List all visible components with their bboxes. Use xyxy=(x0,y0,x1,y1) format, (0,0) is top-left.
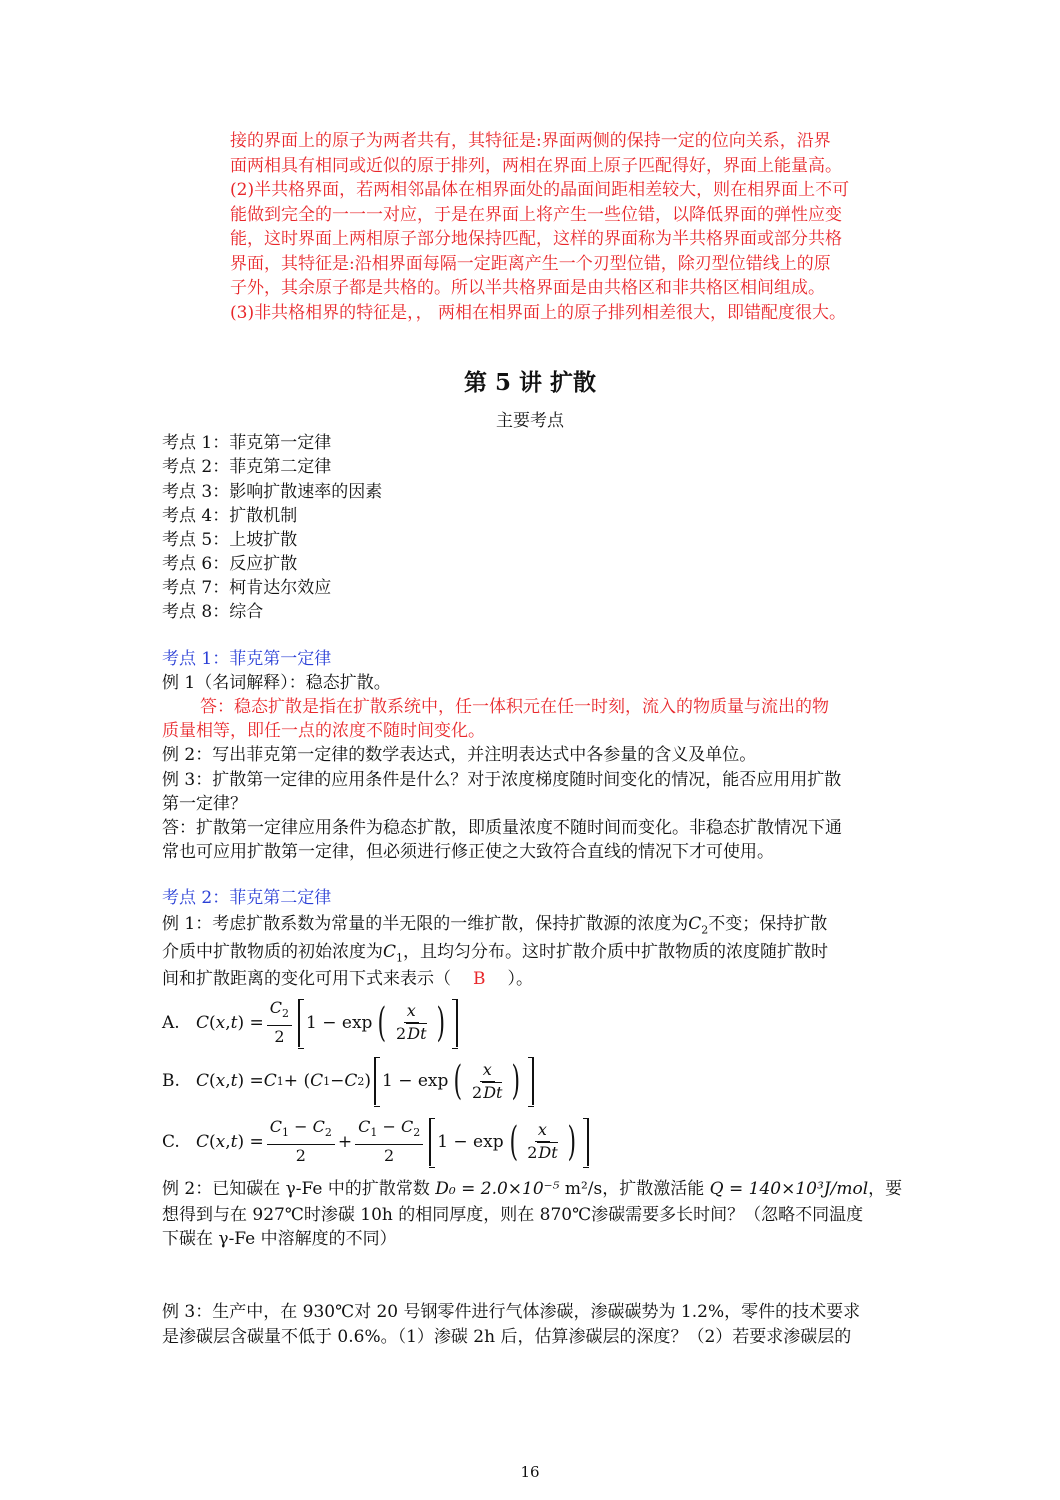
option-c-formula: C. C ( x , t ) = $\frac{C_1 - C_2}{2}$ + $\frac{C_1 - C_2}{2}$ 1 − exp ( $\frac{x}{2Dt}$ ) xyxy=(162,1117,592,1166)
lecture-title: 第 5 讲 扩散 xyxy=(463,369,597,396)
s2-example1-line3: 间和扩散距离的变化可用下式来表示（ B ）。 xyxy=(162,969,533,989)
kaodian-item: 考点 5：上坡扩散 xyxy=(162,530,298,550)
answer-choice: B xyxy=(473,969,486,989)
intro-line: (2)半共格界面，若两相邻晶体在相界面处的晶面间距相差较大，则在相界面上不可 xyxy=(230,180,850,200)
kaodian-item: 考点 8：综合 xyxy=(162,602,264,622)
page-number: 16 xyxy=(520,1463,540,1481)
kaodian-item: 考点 1：菲克第一定律 xyxy=(162,433,332,453)
s2-example2-line2: 想得到与在 927℃时渗碳 10h 的相同厚度，则在 870℃渗碳需要多长时间？（忽略不同温度 xyxy=(162,1205,864,1225)
kaodian-item: 考点 3：影响扩散速率的因素 xyxy=(162,482,383,502)
kaodian-item: 考点 2：菲克第二定律 xyxy=(162,457,332,477)
section1-heading: 考点 1：菲克第一定律 xyxy=(162,649,332,669)
option-a-formula: A. C ( x , t ) = $\frac{C_2}{2}$ 1 − exp ( $\frac{x}{2Dt}$ ) xyxy=(162,998,461,1047)
option-b-formula: B. C ( x , t ) = C 1 + ( C 1 − C 2 ) 1 − exp ( $\frac{x}{2Dt}$ ) xyxy=(162,1057,537,1105)
kaodian-item: 考点 4：扩散机制 xyxy=(162,506,298,526)
s2-example1-line2: 介质中扩散物质的初始浓度为$C_1$，且均匀分布。这时扩散介质中扩散物质的浓度随扩散时 xyxy=(162,942,829,965)
kaodian-item: 考点 7：柯肯达尔效应 xyxy=(162,578,332,598)
s2-example2-line1: 例 2：已知碳在 γ-Fe 中的扩散常数 D₀ = 2.0×10⁻⁵ m²/s，扩散激活能 Q = 140×10³J/mol，要 xyxy=(162,1179,903,1199)
s1-example3: 例 3：扩散第一定律的应用条件是什么？对于浓度梯度随时间变化的情况，能否应用用扩散 xyxy=(162,770,842,790)
intro-line: (3)非共格相界的特征是，， 两相在相界面上的原子排列相差很大，即错配度很大。 xyxy=(230,303,846,323)
s2-example2-line3: 下碳在 γ-Fe 中溶解度的不同） xyxy=(162,1229,397,1249)
intro-line: 界面，其特征是:沿相界面每隔一定距离产生一个刃型位错，除刃型位错线上的原 xyxy=(230,254,831,274)
intro-line: 面两相具有相同或近似的原于排列，两相在界面上原子匹配得好，界面上能量高。 xyxy=(230,156,842,176)
s1-example2: 例 2：写出菲克第一定律的数学表达式，并注明表达式中各参量的含义及单位。 xyxy=(162,745,757,765)
intro-line: 子外，其余原子都是共格的。所以半共格界面是由共格区和非共格区相间组成。 xyxy=(230,278,825,298)
s1-answer3-cont: 常也可应用扩散第一定律，但必须进行修正使之大致符合直线的情况下才可使用。 xyxy=(162,842,774,862)
intro-line: 能做到完全的一一一对应，于是在界面上将产生一些位错，以降低界面的弹性应变 xyxy=(230,205,842,225)
s2-example1-line1: 例 1：考虑扩散系数为常量的半无限的一维扩散，保持扩散源的浓度为$C_2$不变；保持扩散 xyxy=(162,914,828,937)
s1-answer1-cont: 质量相等，即任一点的浓度不随时间变化。 xyxy=(162,721,485,741)
s1-answer1: 答：稳态扩散是指在扩散系统中，任一体积元在任一时刻，流入的物质量与流出的物 xyxy=(200,697,829,717)
s1-example1: 例 1（名词解释）：稳态扩散。 xyxy=(162,673,391,693)
intro-line: 能，这时界面上两相原子部分地保持匹配，这样的界面称为半共格界面或部分共格 xyxy=(230,229,842,249)
s1-example3-cont: 第一定律？ xyxy=(162,794,247,814)
intro-line: 接的界面上的原子为两者共有，其特征是:界面两侧的保持一定的位向关系，沿界 xyxy=(230,131,831,151)
lecture-subtitle: 主要考点 xyxy=(496,411,564,431)
section2-heading: 考点 2：菲克第二定律 xyxy=(162,888,332,908)
s2-example3-line1: 例 3：生产中，在 930℃对 20 号钢零件进行气体渗碳，渗碳碳势为 1.2%，零件的技术要求 xyxy=(162,1302,861,1322)
kaodian-item: 考点 6：反应扩散 xyxy=(162,554,298,574)
s2-example3-line2: 是渗碳层含碳量不低于 0.6%。（1）渗碳 2h 后，估算渗碳层的深度？（2）若要求渗碳层的 xyxy=(162,1327,852,1347)
s1-answer3: 答：扩散第一定律应用条件为稳态扩散，即质量浓度不随时间而变化。非稳态扩散情况下通 xyxy=(162,818,842,838)
